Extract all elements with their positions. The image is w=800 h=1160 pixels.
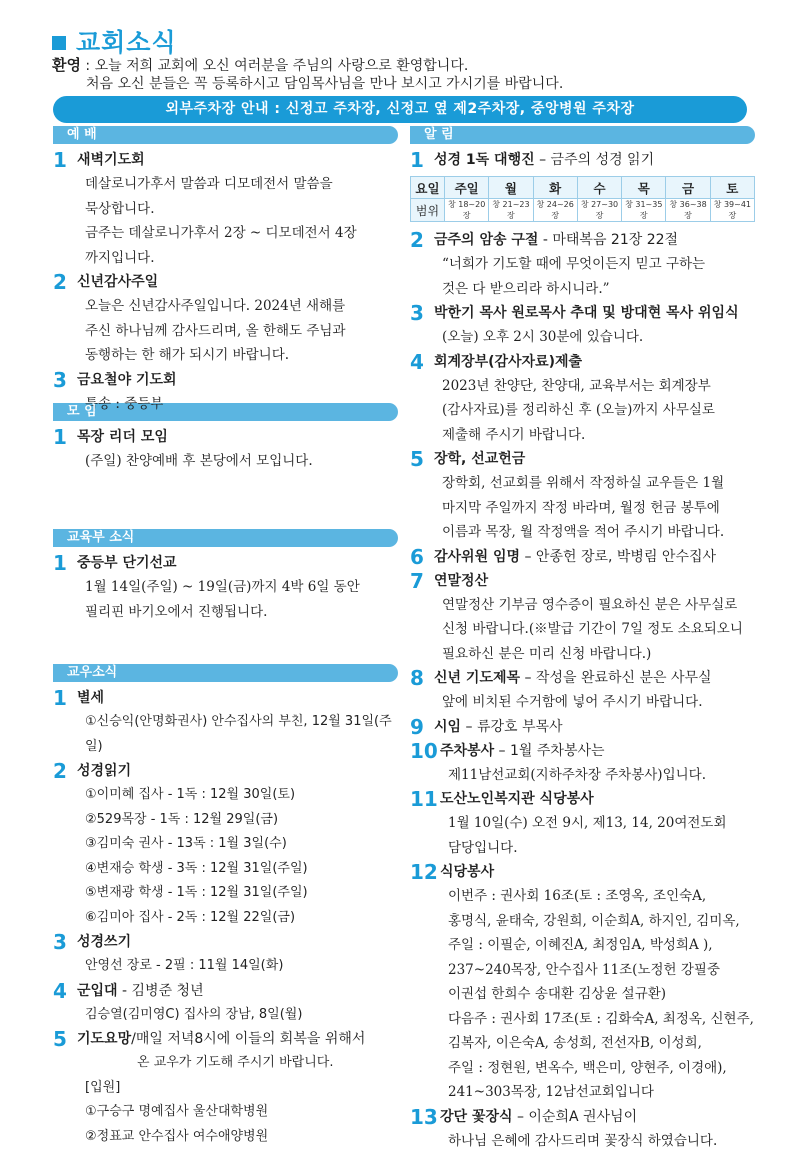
item-number: 9 [410, 714, 424, 739]
item-title: 연말정산 [434, 572, 489, 589]
item-number: 7 [410, 568, 424, 593]
item-text-line: 오늘은 신년감사주일입니다. 2024년 새해를 [85, 298, 346, 314]
list-item [53, 551, 398, 624]
item-title: 시임 [434, 718, 462, 735]
item-number: 1 [53, 551, 67, 575]
item-text-line: 신청 바랍니다.(※발급 기간이 7일 정도 소요되오니 [442, 621, 743, 637]
item-title: 성경 1독 대행진 [434, 152, 535, 168]
item-text-line: (감사자료)를 정리하신 후 (오늘)까지 사무실로 [442, 402, 715, 418]
item-title: 도산노인복지관 식당봉사 [440, 791, 594, 807]
table-header-cell: 금 [666, 177, 710, 199]
item-title: 기도요망 [77, 1031, 132, 1047]
item-number: 3 [53, 367, 67, 392]
list-item [53, 930, 398, 979]
list-item [53, 368, 398, 417]
item-text-line: 김승열(김미영C) 집사의 장남, 8일(월) [85, 1006, 303, 1022]
item-title-tail: – 류강호 부목사 [461, 718, 563, 735]
section-heading: 예 배 [53, 126, 398, 144]
item-text-line: 237~240목장, 안수집사 11조(노정헌 강필중 [448, 961, 720, 978]
item-title-tail: - 김병준 청년 [117, 982, 204, 999]
list-item [53, 979, 398, 1028]
table-header-cell: 월 [489, 177, 533, 199]
item-title: 별세 [77, 690, 105, 706]
table-cell: 창 39~41장 [710, 199, 754, 222]
square-bullet-icon [52, 36, 66, 50]
item-number: 2 [410, 228, 424, 252]
item-title-tail: /매일 저녁8시에 이들의 회복을 위해서 [131, 1031, 366, 1047]
item-text-line: (주일) 찬양예배 후 본당에서 모입니다. [85, 453, 313, 469]
item-number: 4 [410, 349, 424, 374]
table-header-cell: 주일 [445, 177, 489, 199]
item-title: 성경읽기 [77, 763, 132, 779]
table-cell: 범위 [411, 199, 445, 222]
table-header-cell: 목 [622, 177, 666, 199]
item-number: 6 [410, 544, 424, 569]
list-item [410, 666, 755, 715]
section-heading: 교육부 소식 [53, 529, 398, 547]
section-heading: 교우소식 [53, 664, 398, 682]
item-number: 2 [53, 759, 67, 783]
list-item [410, 301, 755, 350]
page-title: 교회소식 [76, 28, 177, 57]
item-title-tail: – 작성을 완료하신 분은 사무실 [520, 670, 712, 686]
item-text-line: ②529목장 - 1독 : 12월 29일(금) [85, 811, 279, 827]
item-text-line: 하나님 은혜에 감사드리며 꽃장식 하였습니다. [448, 1132, 718, 1149]
list-item [410, 1105, 755, 1154]
item-title: 장학, 선교헌금 [434, 451, 526, 467]
item-number: 2 [53, 270, 67, 294]
item-text-line: 것은 다 받으리라 하시니라.” [442, 280, 610, 297]
item-number: 1 [53, 148, 67, 172]
item-text-line: ⑤변재광 학생 - 1독 : 12월 31일(주일) [85, 885, 308, 900]
item-text-line: ③김미숙 권사 - 13독 : 1월 3일(수) [85, 836, 287, 851]
item-text-line: ①구승구 명예집사 울산대학병원 [85, 1104, 269, 1119]
table-cell: 창 21~23장 [489, 199, 533, 222]
table-header-cell: 토 [710, 177, 754, 199]
item-title: 성경쓰기 [77, 934, 132, 950]
item-title: 새벽기도회 [77, 152, 145, 168]
item-text-line: 금주는 데살로니가후서 2장 ~ 디모데전서 4장 [85, 225, 357, 241]
item-text-line: 온 교우가 기도해 주시기 바랍니다. [137, 1055, 334, 1070]
list-item [53, 148, 398, 270]
item-number: 10 [410, 738, 438, 763]
welcome-line-1: : 오늘 저희 교회에 오신 여러분을 주님의 사랑으로 환영합니다. [80, 58, 469, 74]
list-item [410, 228, 755, 301]
item-text-line: ⑥김미아 집사 - 2독 : 12월 22일(금) [85, 909, 296, 925]
item-title: 목장 리더 모임 [77, 429, 168, 445]
item-title: 감사위원 임명 [434, 548, 521, 565]
item-text-line: 주일 : 이필순, 이혜진A, 최정임A, 박성희A ), [448, 937, 713, 953]
table-header-cell: 화 [533, 177, 577, 199]
table-cell: 창 24~26장 [533, 199, 577, 222]
item-text-line: 이번주 : 권사회 16조(토 : 조영옥, 조인숙A, [448, 888, 707, 904]
welcome-line-2: 처음 오신 분들은 꼭 등록하시고 담임목사님을 만나 보시고 가시기를 바랍니다. [86, 76, 564, 92]
table-cell: 창 27~30장 [577, 199, 621, 222]
item-text-line: 데살로니가후서 말씀과 디모데전서 말씀을 [85, 176, 333, 192]
section-members [53, 664, 398, 1149]
item-title: 식당봉사 [440, 864, 495, 880]
item-text-line: 제출해 주시기 바랍니다. [442, 426, 586, 443]
item-text-line: 1월 14일(주일) ~ 19일(금)까지 4박 6일 동안 [85, 579, 360, 595]
section-notices [410, 126, 755, 1153]
section-heading: 모 임 [53, 403, 398, 421]
table-cell: 창 18~20장 [445, 199, 489, 222]
right-column [410, 126, 755, 1153]
item-number: 1 [53, 686, 67, 710]
item-text-line: 이름과 목장, 월 작정액을 적어 주시기 바랍니다. [442, 524, 725, 540]
welcome-label: 환영 [52, 56, 81, 74]
list-item [410, 569, 755, 667]
item-number: 11 [410, 787, 438, 811]
list-item [410, 715, 755, 739]
item-text-line: 특송 : 중등부 [85, 395, 164, 412]
item-text-line: ④변재승 학생 - 3독 : 12월 31일(주일) [85, 860, 308, 876]
item-text-line: 홍명식, 윤태숙, 강원희, 이순희A, 하지인, 김미옥, [448, 912, 740, 929]
list-item [410, 148, 755, 172]
list-item [53, 1027, 398, 1149]
welcome-message [52, 56, 563, 93]
item-number: 13 [410, 1104, 438, 1129]
list-item [53, 759, 398, 930]
item-title: 주차봉사 [440, 742, 495, 759]
item-text-line: 2023년 찬양단, 찬양대, 교육부서는 회계장부 [442, 377, 711, 394]
list-item [410, 860, 755, 1105]
list-item [410, 350, 755, 448]
item-title: 신년감사주일 [77, 274, 159, 290]
page-header [52, 24, 177, 58]
item-title: 금요철야 기도회 [77, 371, 177, 388]
item-text-line: 김복자, 이은숙A, 송성희, 전선자B, 이성희, [448, 1035, 702, 1051]
item-number: 3 [410, 301, 424, 325]
section-heading: 알 림 [410, 126, 755, 144]
item-text-line: 장학회, 선교회를 위해서 작정하실 교우들은 1월 [442, 475, 725, 491]
item-title: 중등부 단기선교 [77, 555, 177, 571]
item-text-line: ①신승익(안명화권사) 안수집사의 부친, 12월 31일(주일) [85, 714, 392, 754]
item-number: 12 [410, 860, 438, 884]
left-column [53, 126, 398, 1149]
item-text-line: 다음주 : 권사회 17조(토 : 김화숙A, 최정옥, 신현주, [448, 1010, 754, 1027]
item-text-line: 필요하신 분은 미리 신청 바랍니다.) [442, 645, 652, 662]
bible-reading-table [410, 176, 755, 222]
item-text-line: 필리핀 바기오에서 진행됩니다. [85, 603, 268, 620]
parking-banner: 외부주차장 안내 : 신정고 주차장, 신정고 옆 제2주차장, 중앙병원 주차장 [53, 96, 747, 123]
table-header-cell: 요일 [411, 177, 445, 199]
item-number: 5 [53, 1027, 67, 1051]
item-title-tail: – 금주의 성경 읽기 [534, 152, 655, 168]
item-text-line: 묵상합니다. [85, 200, 155, 217]
list-item [53, 425, 398, 474]
item-text-line: ②정표교 안수집사 여수애양병원 [85, 1128, 269, 1144]
item-title-tail: - 마태복음 21장 22절 [538, 232, 679, 248]
item-text-line: [입원] [85, 1079, 121, 1095]
list-item [410, 739, 755, 788]
item-text-line: 동행하는 한 해가 되시기 바랍니다. [85, 347, 290, 363]
item-text-line: 주일 : 정현원, 변옥수, 백은미, 양현주, 이경애), [448, 1059, 727, 1076]
item-text-line: 이권섭 한희수 송대환 김상윤 설규환) [448, 986, 667, 1002]
item-text-line: 마지막 주일까지 작정 바라며, 월정 헌금 봉투에 [442, 499, 720, 516]
item-text-line: 제11남선교회(지하주차장 주차봉사)입니다. [448, 766, 706, 783]
item-number: 5 [410, 447, 424, 471]
item-text-line: 담당입니다. [448, 839, 518, 856]
section-gathering [53, 403, 398, 529]
item-title: 신년 기도제목 [434, 670, 521, 686]
item-text-line: (오늘) 오후 2시 30분에 있습니다. [442, 329, 644, 345]
item-title-tail: – 1월 주차봉사는 [494, 742, 605, 759]
item-title-tail: – 안종헌 장로, 박병림 안수집사 [520, 548, 717, 565]
item-number: 3 [53, 930, 67, 954]
list-item [410, 545, 755, 569]
list-item [410, 447, 755, 545]
item-number: 1 [53, 425, 67, 449]
item-text-line: 까지입니다. [85, 249, 155, 266]
item-number: 1 [410, 148, 424, 172]
item-title: 군입대 [77, 982, 118, 999]
item-title: 금주의 암송 구절 [434, 232, 539, 248]
list-item [53, 270, 398, 368]
table-cell: 창 36~38장 [666, 199, 710, 222]
item-text-line: “너희가 기도할 때에 무엇이든지 믿고 구하는 [442, 256, 706, 272]
list-item [410, 787, 755, 860]
item-text-line: ①이미혜 집사 - 1독 : 12월 30일(토) [85, 787, 296, 802]
section-education [53, 529, 398, 664]
table-cell: 창 31~35장 [622, 199, 666, 222]
item-text-line: 안영선 장로 - 2필 : 11월 14일(화) [85, 958, 284, 973]
table-header-cell: 수 [577, 177, 621, 199]
item-number: 8 [410, 666, 424, 690]
item-text-line: 주신 하나님께 감사드리며, 올 한해도 주님과 [85, 322, 346, 339]
item-title-tail: – 이순희A 권사님이 [512, 1108, 638, 1125]
item-text-line: 1월 10일(수) 오전 9시, 제13, 14, 20여전도회 [448, 815, 727, 831]
item-title: 박한기 목사 원로목사 추대 및 방대현 목사 위임식 [434, 305, 739, 321]
item-number: 4 [53, 978, 67, 1003]
item-text-line: 연말정산 기부금 영수증이 필요하신 분은 사무실로 [442, 596, 738, 613]
item-title: 강단 꽃장식 [440, 1108, 513, 1125]
item-text-line: 앞에 비치된 수거함에 넣어 주시기 바랍니다. [442, 694, 703, 710]
item-title: 회계장부(감사자료)제출 [434, 353, 583, 370]
list-item [53, 686, 398, 759]
item-text-line: 241~303목장, 12남선교회입니다 [448, 1084, 654, 1100]
